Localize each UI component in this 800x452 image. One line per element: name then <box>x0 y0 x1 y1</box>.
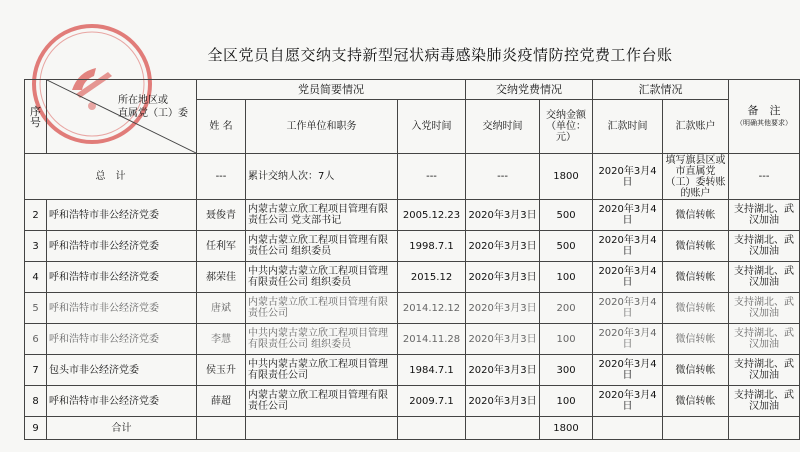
row-pay-time: 2020年3月3日 <box>466 231 540 262</box>
row-region: 呼和浩特市非公经济党委 <box>47 231 197 262</box>
row-join-time: 1984.7.1 <box>398 355 466 386</box>
table-row <box>25 355 800 386</box>
row-remit-account: 微信转帐 <box>663 355 729 386</box>
row-remit-time: 2020年3月4日 <box>593 386 663 417</box>
row-seq: 8 <box>25 386 47 417</box>
row-pay-time: 2020年3月3日 <box>466 386 540 417</box>
row-note: 支持湖北、武汉加油 <box>729 293 800 324</box>
total-amount: 1800 <box>540 154 593 200</box>
row-join-time: 2014.11.28 <box>398 324 466 355</box>
row-pay-time: 2020年3月3日 <box>466 324 540 355</box>
row-region: 呼和浩特市非公经济党委 <box>47 293 197 324</box>
row-amount: 100 <box>540 262 593 293</box>
header-remit-time: 汇款时间 <box>593 100 663 154</box>
row-remit-account: 微信转帐 <box>663 386 729 417</box>
row-pay-time: 2020年3月3日 <box>466 355 540 386</box>
row-remit-time: 2020年3月4日 <box>593 324 663 355</box>
sum-empty <box>197 417 246 440</box>
row-remit-time: 2020年3月4日 <box>593 200 663 231</box>
row-remit-time: 2020年3月4日 <box>593 293 663 324</box>
row-remit-account: 微信转帐 <box>663 200 729 231</box>
row-amount: 200 <box>540 293 593 324</box>
row-name: 任利军 <box>197 231 246 262</box>
header-note-sub: （明确其他要求） <box>736 118 793 127</box>
row-note: 支持湖北、武汉加油 <box>729 386 800 417</box>
row-unit: 内蒙古蒙立欣工程项目管理有限责任公司 组织委员 <box>246 231 398 262</box>
sum-empty <box>398 417 466 440</box>
sum-empty <box>593 417 663 440</box>
header-region-line1: 所在地区或 <box>118 95 168 106</box>
header-group-payment: 交纳党费情况 <box>466 80 593 100</box>
ledger-table <box>24 79 800 440</box>
total-unit: 累计交纳人次：7人 <box>246 154 398 200</box>
row-remit-account: 微信转帐 <box>663 262 729 293</box>
row-unit: 中共内蒙古蒙立欣工程项目管理有限责任公司 <box>246 355 398 386</box>
header-row-groups <box>25 80 800 100</box>
row-region: 呼和浩特市非公经济党委 <box>47 324 197 355</box>
total-remit-account: 填写旗县区或市直属党（工）委转账的账户 <box>663 154 729 200</box>
row-seq: 4 <box>25 262 47 293</box>
row-amount: 500 <box>540 200 593 231</box>
row-amount: 300 <box>540 355 593 386</box>
row-note: 支持湖北、武汉加油 <box>729 324 800 355</box>
sum-row <box>25 417 800 440</box>
row-seq: 5 <box>25 293 47 324</box>
sum-empty <box>466 417 540 440</box>
row-seq: 7 <box>25 355 47 386</box>
header-note <box>729 80 800 154</box>
header-join-time: 入党时间 <box>398 100 466 154</box>
row-unit: 中共内蒙古蒙立欣工程项目管理有限责任公司 组织委员 <box>246 262 398 293</box>
total-note: --- <box>729 154 800 200</box>
row-note: 支持湖北、武汉加油 <box>729 200 800 231</box>
row-region: 呼和浩特市非公经济党委 <box>47 200 197 231</box>
row-remit-account: 微信转帐 <box>663 324 729 355</box>
total-row <box>25 154 800 200</box>
header-seq: 序号 <box>25 80 47 154</box>
row-remit-time: 2020年3月4日 <box>593 262 663 293</box>
row-note: 支持湖北、武汉加油 <box>729 262 800 293</box>
table-row <box>25 231 800 262</box>
header-unit: 工作单位和职务 <box>246 100 398 154</box>
header-pay-time: 交纳时间 <box>466 100 540 154</box>
total-join-time: --- <box>398 154 466 200</box>
row-join-time: 2009.7.1 <box>398 386 466 417</box>
header-region-label <box>118 94 188 120</box>
row-pay-time: 2020年3月3日 <box>466 200 540 231</box>
row-note: 支持湖北、武汉加油 <box>729 355 800 386</box>
sum-seq: 9 <box>25 417 47 440</box>
sum-label: 合计 <box>47 417 197 440</box>
row-name: 薛超 <box>197 386 246 417</box>
row-join-time: 2015.12 <box>398 262 466 293</box>
row-region: 呼和浩特市非公经济党委 <box>47 386 197 417</box>
header-region <box>47 80 197 154</box>
row-unit: 中共内蒙古蒙立欣工程项目管理有限责任公司 组织委员 <box>246 324 398 355</box>
page-title: 全区党员自愿交纳支持新型冠状病毒感染肺炎疫情防控党费工作台账 <box>207 46 673 64</box>
row-name: 李慧 <box>197 324 246 355</box>
header-group-member: 党员简要情况 <box>197 80 466 100</box>
header-amount: 交纳金额（单位：元） <box>540 100 593 154</box>
row-remit-account: 微信转帐 <box>663 231 729 262</box>
row-name: 侯玉升 <box>197 355 246 386</box>
total-label: 总 计 <box>25 154 197 200</box>
total-name: --- <box>197 154 246 200</box>
row-seq: 3 <box>25 231 47 262</box>
table-row <box>25 293 800 324</box>
row-region: 包头市非公经济党委 <box>47 355 197 386</box>
row-name: 郝荣佳 <box>197 262 246 293</box>
row-region: 呼和浩特市非公经济党委 <box>47 262 197 293</box>
row-pay-time: 2020年3月3日 <box>466 293 540 324</box>
sum-empty <box>729 417 800 440</box>
row-amount: 100 <box>540 386 593 417</box>
sum-empty <box>246 417 398 440</box>
row-join-time: 2005.12.23 <box>398 200 466 231</box>
row-pay-time: 2020年3月3日 <box>466 262 540 293</box>
header-remit-account: 汇款账户 <box>663 100 729 154</box>
total-remit-time: 2020年3月4日 <box>593 154 663 200</box>
header-group-remit: 汇款情况 <box>593 80 729 100</box>
row-name: 唐斌 <box>197 293 246 324</box>
row-amount: 500 <box>540 231 593 262</box>
row-unit: 内蒙古蒙立欣工程项目管理有限责任公司 党支部书记 <box>246 200 398 231</box>
row-name: 聂俊青 <box>197 200 246 231</box>
table-row <box>25 386 800 417</box>
header-region-line2: 直属党（工）委 <box>118 108 188 119</box>
sum-amount: 1800 <box>540 417 593 440</box>
row-join-time: 2014.12.12 <box>398 293 466 324</box>
row-note: 支持湖北、武汉加油 <box>729 231 800 262</box>
row-remit-time: 2020年3月4日 <box>593 231 663 262</box>
table-row <box>25 262 800 293</box>
table-row <box>25 200 800 231</box>
row-amount: 100 <box>540 324 593 355</box>
row-seq: 6 <box>25 324 47 355</box>
sum-empty <box>663 417 729 440</box>
row-remit-account: 微信转帐 <box>663 293 729 324</box>
table-row <box>25 324 800 355</box>
header-note-label: 备 注 <box>747 103 781 117</box>
row-unit: 内蒙古蒙立欣工程项目管理有限责任公司 <box>246 293 398 324</box>
header-name: 姓 名 <box>197 100 246 154</box>
row-join-time: 1998.7.1 <box>398 231 466 262</box>
row-remit-time: 2020年3月4日 <box>593 355 663 386</box>
row-unit: 内蒙古蒙立欣工程项目管理有限责任公司 <box>246 386 398 417</box>
total-pay-time: --- <box>466 154 540 200</box>
row-seq: 2 <box>25 200 47 231</box>
